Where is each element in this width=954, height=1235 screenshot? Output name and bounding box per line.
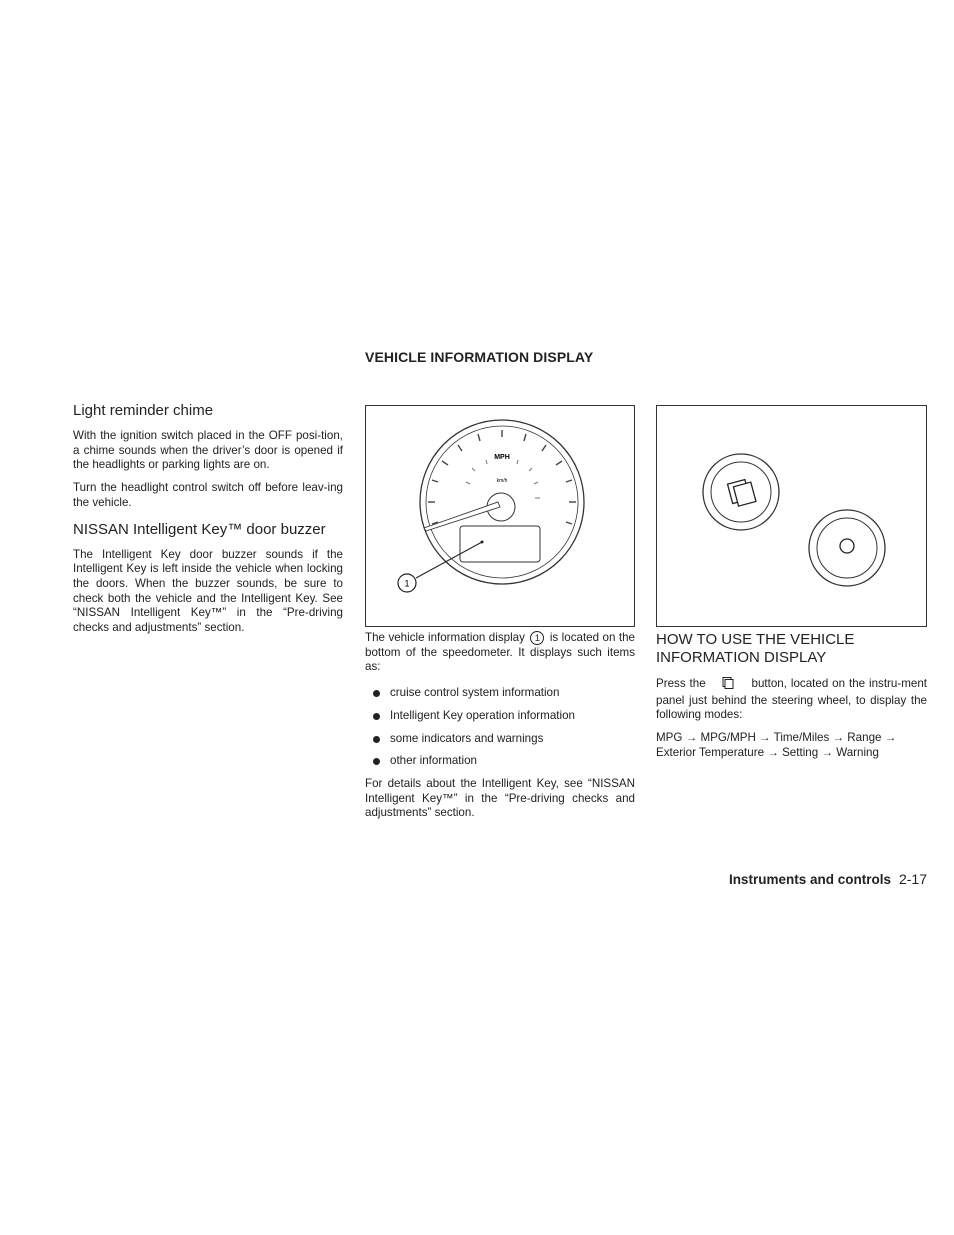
press-after: button, located on the instru-ment panel just behind the steering wheel, to display the following modes: [656,677,927,722]
modes-sequence: MPG → MPG/MPH → Time/Miles → Range → Exterior Temperature → Setting → Warning [656,731,897,759]
intro-after: is located on the bottom of the speedometer. It displays such items as: [365,631,635,674]
page-footer [600,871,927,887]
page-number: 2-17 [898,871,927,887]
circled-number-icon: 1 [530,631,544,645]
closing-paragraph: For details about the Intelligent Key, see “NISSAN Intelligent Key™” in the “Pre-driving checks and adjustments” section. [365,776,635,820]
right-column [656,631,927,761]
list-item [365,754,635,769]
middle-column [365,631,635,821]
instrument-buttons-illustration [657,406,926,626]
speedometer-illustration [366,406,634,626]
trip-reset-icon [840,539,854,553]
key-buzzer-heading: NISSAN Intelligent Key™ door buzzer [73,520,326,538]
how-to-use-heading-line-2: INFORMATION DISPLAY [656,649,827,666]
bullet-icon [373,713,380,720]
callout-1-label: 1 [404,578,410,589]
light-reminder-para-2: Turn the headlight control switch off before leav-ing the vehicle. [73,481,343,509]
intro-before: The vehicle information display [365,631,525,644]
display-mode-icon [728,478,756,507]
list-item-text: Intelligent Key operation information [390,708,575,722]
buttons-figure [656,405,927,627]
left-column [73,402,343,636]
how-to-use-heading [656,631,927,667]
bullet-icon [373,690,380,697]
list-item-text: some indicators and warnings [390,731,544,745]
gauge-label-mph: MPH [494,454,510,461]
press-paragraph [656,677,927,723]
light-reminder-heading: Light reminder chime [73,402,214,419]
light-reminder-para-1: With the ignition switch placed in the OFF posi-tion, a chime sounds when the driver’s door is opened if the headlights or parking lights are on. [73,429,343,472]
list-item [365,732,635,747]
how-to-use-heading-line-1: HOW TO USE THE VEHICLE [656,631,855,648]
list-item [365,686,635,701]
key-buzzer-para: The Intelligent Key door buzzer sounds if the Intelligent Key is left inside the vehicle when locking the doors. When the buzzer sounds, be sure to check both the vehicle and the Intelligent Key. See “NISSAN Intelligent Key™” in the “Pre-driving checks and adjustments” section. [73,547,343,635]
bullet-icon [373,736,380,743]
feature-list [365,686,635,769]
intro-paragraph [365,631,635,675]
chapter-title: Instruments and controls [728,872,891,887]
speedometer-figure [365,405,635,627]
list-item-text: cruise control system information [390,686,560,700]
display-mode-button-icon [714,677,746,694]
list-item [365,709,635,724]
section-title: VEHICLE INFORMATION DISPLAY [365,349,594,365]
press-before: Press the [656,677,706,690]
bullet-icon [373,758,380,765]
list-item-text: other information [390,754,477,768]
gauge-label-kmh: km/h [496,478,508,484]
